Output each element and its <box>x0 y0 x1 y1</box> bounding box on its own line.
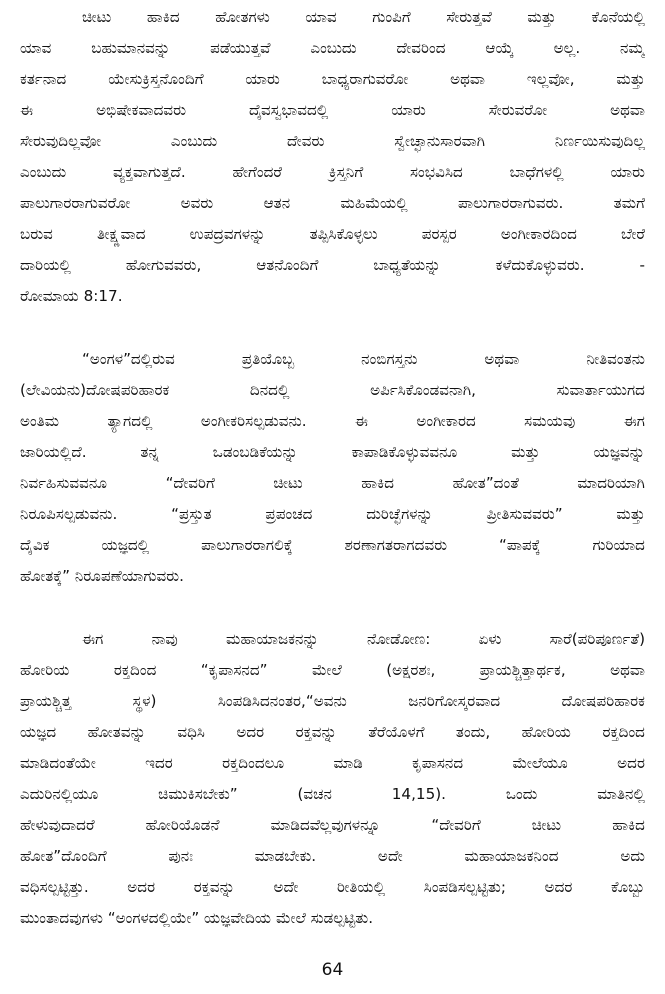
paragraph-1-line-4: ಈ ಅಭಿಷೇಕವಾದವರು ದೈವಸ್ವಭಾವದಲ್ಲಿ ಯಾರು ಸೇರುವರೋ ಅಥವಾ <box>20 101 645 119</box>
paragraph-1-line-5: ಸೇರುವುದಿಲ್ಲವೋ ಎಂಬುದು ದೇವರು ಸ್ವೇಚ್ಛಾನುಸಾರವಾಗಿ ನಿರ್ಣಯಿಸುವುದಿಲ್ಲ <box>20 132 645 150</box>
paragraph-3-line-5: ಮಾಡಿದಂತೆಯೇ ಇದರ ರಕ್ತದಿಂದಲೂ ಮಾಡಿ ಕೃಪಾಸನದ ಮೇಲೆಯೂ ಅದರ <box>20 754 645 772</box>
paragraph-1-line-8: ಬರುವ ತೀಕ್ಷ್ಣವಾದ ಉಪದ್ರವಗಳನ್ನು ತಪ್ಪಿಸಿಕೊಳ್ಳಲು ಪರಸ್ಪರ ಅಂಗೀಕಾರದಿಂದ ಬೇರೆ <box>20 225 645 243</box>
paragraph-1-line-3: ಕರ್ತನಾದ ಯೇಸುಕ್ರಿಸ್ತನೊಂದಿಗೆ ಯಾರು ಬಾಧ್ಯರಾಗುವರೋ ಅಥವಾ ಇಲ್ಲವೋ, ಮತ್ತು <box>20 70 645 88</box>
paragraph-3-line-3: ಪ್ರಾಯಶ್ಚಿತ್ತ ಸ್ಥಳ) ಸಿಂಪಡಿಸಿದನಂತರ,“ಅವನು ಜನರಿಗೋಸ್ಕರವಾದ ದೋಷಪರಿಹಾರಕ <box>20 692 645 710</box>
paragraph-1-line-6: ಎಂಬುದು ವ್ಯಕ್ತವಾಗುತ್ತದೆ. ಹೇಗೆಂದರೆ ಕ್ರಿಸ್ತನಿಗೆ ಸಂಭವಿಸಿದ ಬಾಧೆಗಳಲ್ಲಿ ಯಾರು <box>20 163 645 181</box>
paragraph-3-line-9: ವಧಿಸಲ್ಪಟ್ಟಿತ್ತು. ಅದರ ರಕ್ತವನ್ನು ಅದೇ ರೀತಿಯಲ್ಲಿ ಸಿಂಪಡಿಸಲ್ಪಟ್ಟಿತು; ಅದರ ಕೊಬ್ಬು <box>20 878 645 896</box>
paragraph-1-line-1: ಚೀಟು ಹಾಕಿದ ಹೋತಗಳು ಯಾವ ಗುಂಪಿಗೆ ಸೇರುತ್ತವೆ ಮತ್ತು ಕೊನೆಯಲ್ಲಿ <box>82 8 645 26</box>
paragraph-2-line-7: ದೈವಿಕ ಯಜ್ಞದಲ್ಲಿ ಪಾಲುಗಾರರಾಗಲಿಕ್ಕೆ ಶರಣಾಗತರಾಗದವರು “ಪಾಪಕ್ಕೆ ಗುರಿಯಾದ <box>20 536 645 554</box>
paragraph-1-line-7: ಪಾಲುಗಾರರಾಗುವರೋ ಅವರು ಆತನ ಮಹಿಮೆಯಲ್ಲಿ ಪಾಲುಗಾರರಾಗುವರು. ತಮಗೆ <box>20 194 645 212</box>
paragraph-2-line-8: ಹೋತಕ್ಕೆ” ನಿರೂಪಣೆಯಾಗುವರು. <box>20 567 184 585</box>
paragraph-2-line-4: ಜಾರಿಯಲ್ಲಿದೆ. ತನ್ನ ಒಡಂಬಡಿಕೆಯನ್ನು ಕಾಪಾಡಿಕೊಳ್ಳುವವನೂ ಮತ್ತು ಯಜ್ಞವನ್ನು <box>20 443 645 461</box>
paragraph-3-line-6: ಎದುರಿನಲ್ಲಿಯೂ ಚಿಮುಕಿಸಬೇಕು” (ವಚನ 14,15). ಒಂದು ಮಾತಿನಲ್ಲಿ <box>20 785 645 803</box>
paragraph-3-line-10: ಮುಂತಾದವುಗಳು “ಅಂಗಳದಲ್ಲಿಯೇ” ಯಜ್ಞವೇದಿಯ ಮೇಲೆ ಸುಡಲ್ಪಟ್ಟಿತು. <box>20 909 374 927</box>
paragraph-3-line-1: ಈಗ ನಾವು ಮಹಾಯಾಜಕನನ್ನು ನೋಡೋಣ: ಏಳು ಸಾರೆ(ಪರಿಪೂರ್ಣತೆ) <box>82 630 645 648</box>
paragraph-1-line-2: ಯಾವ ಬಹುಮಾನವನ್ನು ಪಡೆಯುತ್ತವೆ ಎಂಬುದು ದೇವರಿಂದ ಆಯ್ಕೆ ಅಲ್ಲ. ನಮ್ಮ <box>20 39 645 57</box>
paragraph-2-line-3: ಅಂತಿಮ ತ್ಯಾಗದಲ್ಲಿ ಅಂಗೀಕರಿಸಲ್ಪಡುವನು. ಈ ಅಂಗೀಕಾರದ ಸಮಯವು ಈಗ <box>20 412 645 430</box>
paragraph-3-line-8: ಹೋತ”ದೊಂದಿಗೆ ಪುನಃ ಮಾಡಬೇಕು. ಅದೇ ಮಹಾಯಾಜಕನಿಂದ ಅದು <box>20 847 645 865</box>
paragraph-2-line-5: ನಿರ್ವಹಿಸುವವನೂ “ದೇವರಿಗೆ ಚೀಟು ಹಾಕಿದ ಹೋತ”ದಂತೆ ಮಾದರಿಯಾಗಿ <box>20 474 645 492</box>
page-number: 64 <box>321 960 344 980</box>
document-page <box>20 0 645 994</box>
paragraph-1-line-10: ರೋಮಾಯ 8:17. <box>20 287 123 305</box>
paragraph-3-line-2: ಹೋರಿಯ ರಕ್ತದಿಂದ “ಕೃಪಾಸನದ” ಮೇಲೆ (ಅಕ್ಷರಶಃ, ಪ್ರಾಯಶ್ಚಿತ್ತಾರ್ಥಕ, ಅಥವಾ <box>20 661 645 679</box>
paragraph-3-line-4: ಯಜ್ಞದ ಹೋತವನ್ನು ವಧಿಸಿ ಅದರ ರಕ್ತವನ್ನು ತೆರೆಯೊಳಗೆ ತಂದು, ಹೋರಿಯ ರಕ್ತದಿಂದ <box>20 723 645 741</box>
paragraph-2-line-1: “ಅಂಗಳ”ದಲ್ಲಿರುವ ಪ್ರತಿಯೊಬ್ಬ ನಂಬಿಗಸ್ತನು ಅಥವಾ ನೀತಿವಂತನು <box>82 350 645 368</box>
paragraph-3-line-7: ಹೇಳುವುದಾದರೆ ಹೋರಿಯೊಡನೆ ಮಾಡಿದವೆಲ್ಲವುಗಳನ್ನೂ “ದೇವರಿಗೆ ಚೀಟು ಹಾಕಿದ <box>20 816 645 834</box>
paragraph-2-line-2: (ಲೇವಿಯನು)ದೋಷಪರಿಹಾರಕ ದಿನದಲ್ಲಿ ಅರ್ಪಿಸಿಕೊಂಡವನಾಗಿ, ಸುವಾರ್ತಾಯುಗದ <box>20 381 645 399</box>
paragraph-1-line-9: ದಾರಿಯಲ್ಲಿ ಹೋಗುವವರು, ಆತನೊಂದಿಗೆ ಬಾಧ್ಯತೆಯನ್ನು ಕಳೆದುಕೊಳ್ಳುವರು. - <box>20 256 645 274</box>
paragraph-2-line-6: ನಿರೂಪಿಸಲ್ಪಡುವನು. “ಪ್ರಸ್ತುತ ಪ್ರಪಂಚದ ದುರಿಚ್ಛೆಗಳನ್ನು ಪ್ರೀತಿಸುವವರು” ಮತ್ತು <box>20 505 645 523</box>
